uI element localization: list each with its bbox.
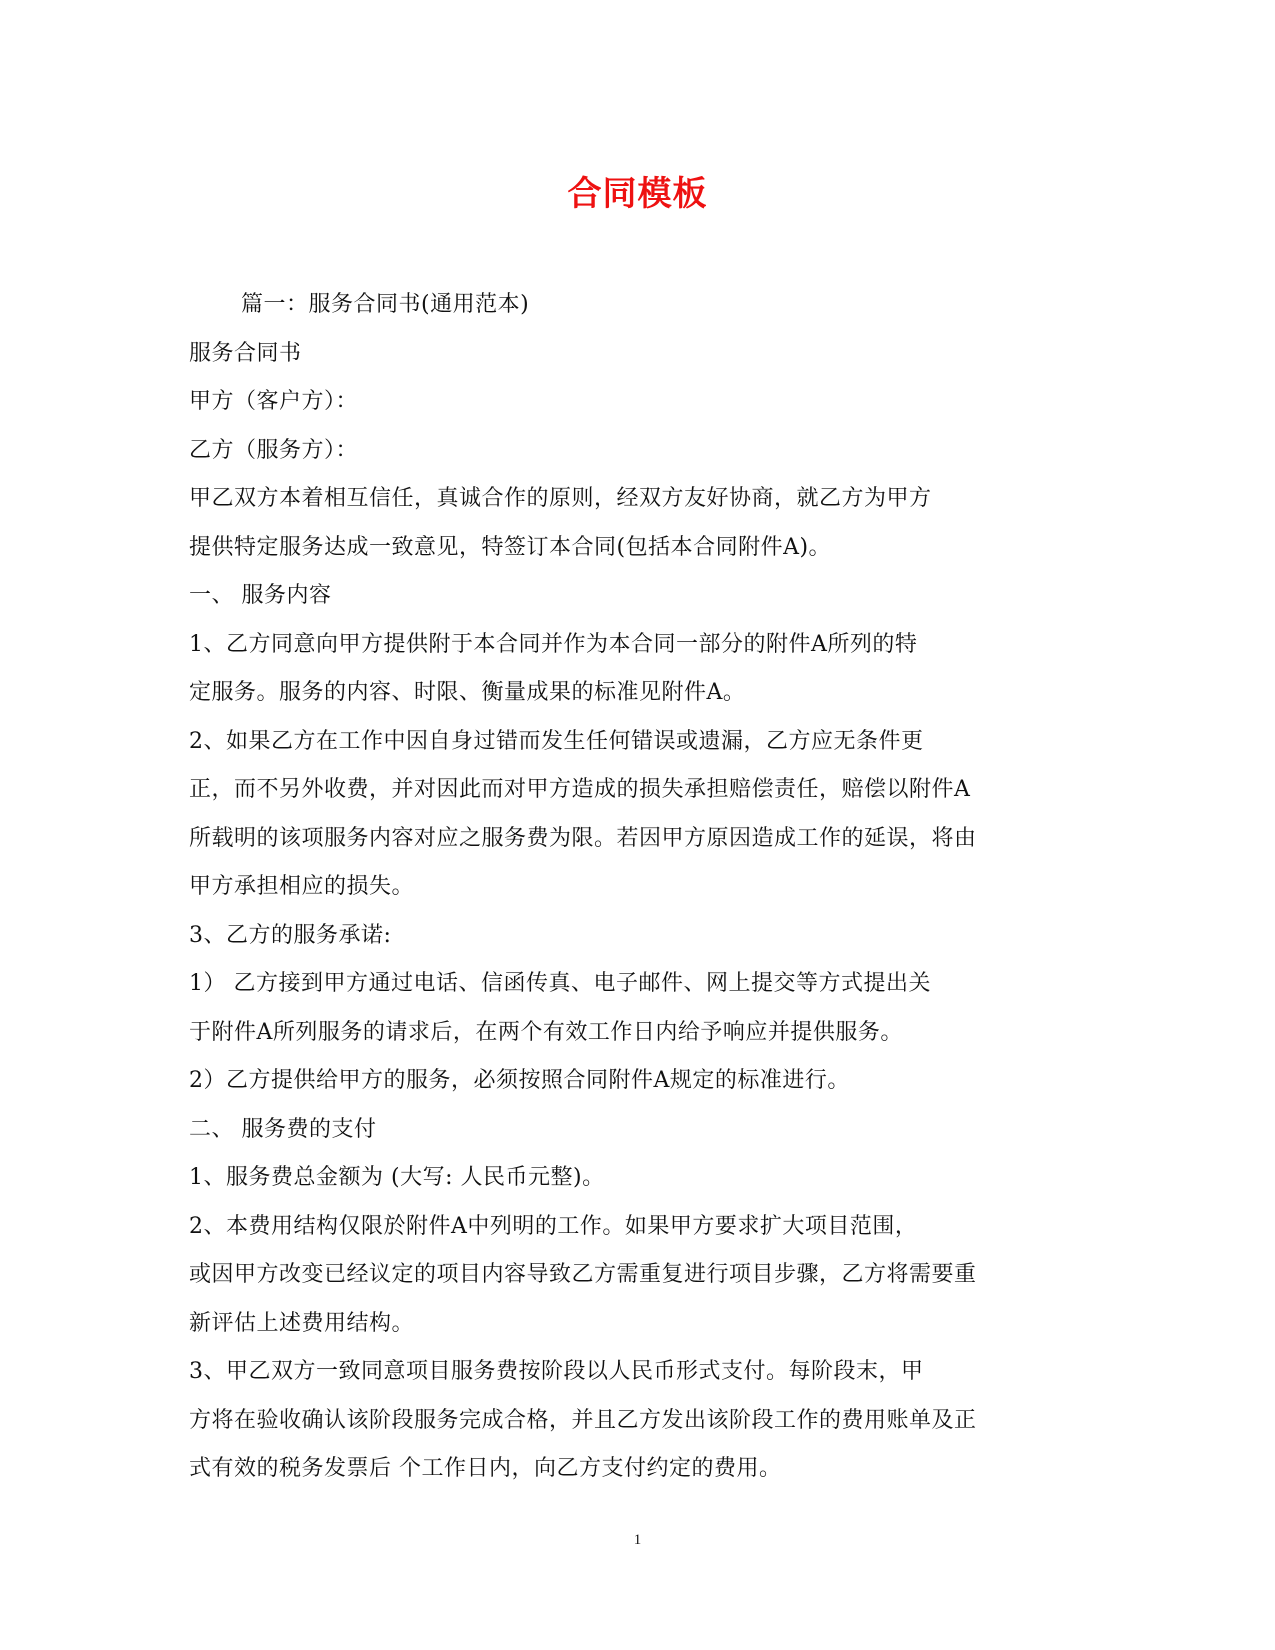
paragraph-line: 定服务。服务的内容、时限、衡量成果的标准见附件A。 — [189, 680, 746, 705]
section-heading: 篇一：服务合同书(通用范本) — [241, 292, 530, 317]
paragraph-line: 2、本费用结构仅限於附件A中列明的工作。如果甲方要求扩大项目范围， — [189, 1213, 918, 1239]
paragraph-line: 新评估上述费用结构。 — [189, 1310, 415, 1336]
paragraph-line: 于附件A所列服务的请求后，在两个有效工作日内给予响应并提供服务。 — [189, 1019, 903, 1045]
contract-name: 服务合同书 — [189, 340, 302, 366]
page-number: 1 — [633, 1532, 642, 1548]
paragraph-line: 或因甲方改变已经议定的项目内容导致乙方需重复进行项目步骤，乙方将需要重 — [189, 1262, 977, 1287]
paragraph-line: 1） 乙方接到甲方通过电话、信函传真、电子邮件、网上提交等方式提出关 — [189, 971, 931, 996]
paragraph-line: 2）乙方提供给甲方的服务，必须按照合同附件A规定的标准进行。 — [189, 1068, 850, 1093]
document-body — [189, 281, 1069, 1494]
paragraph-line: 式有效的税务发票后 个工作日内，向乙方支付约定的费用。 — [189, 1456, 782, 1481]
paragraph-line: 甲乙双方本着相互信任，真诚合作的原则，经双方友好协商，就乙方为甲方 — [189, 486, 932, 511]
party-a-line: 甲方（客户方）： — [189, 389, 359, 414]
party-b-line: 乙方（服务方）： — [189, 437, 359, 463]
paragraph-line: 所载明的该项服务内容对应之服务费为限。若因甲方原因造成工作的延误，将由 — [189, 825, 977, 851]
paragraph-line: 提供特定服务达成一致意见，特签订本合同(包括本合同附件A)。 — [189, 534, 832, 560]
clause-heading: 二、 服务费的支付 — [189, 1116, 377, 1142]
paragraph-line: 方将在验收确认该阶段服务完成合格，并且乙方发出该阶段工作的费用账单及正 — [189, 1407, 977, 1433]
clause-heading: 一、 服务内容 — [189, 583, 332, 608]
document-title: 合同模板 — [567, 174, 708, 214]
paragraph-line: 3、甲乙双方一致同意项目服务费按阶段以人民币形式支付。每阶段末，甲 — [189, 1359, 924, 1384]
paragraph-line: 正，而不另外收费，并对因此而对甲方造成的损失承担赔偿责任，赔偿以附件A — [189, 777, 971, 802]
paragraph-line: 1、乙方同意向甲方提供附于本合同并作为本合同一部分的附件A所列的特 — [189, 631, 918, 657]
paragraph-line: 3、乙方的服务承诺: — [189, 922, 392, 948]
paragraph-line: 2、如果乙方在工作中因自身过错而发生任何错误或遗漏，乙方应无条件更 — [189, 728, 924, 754]
paragraph-line: 甲方承担相应的损失。 — [189, 874, 415, 899]
paragraph-line: 1、服务费总金额为 (大写: 人民币元整)。 — [189, 1165, 605, 1190]
